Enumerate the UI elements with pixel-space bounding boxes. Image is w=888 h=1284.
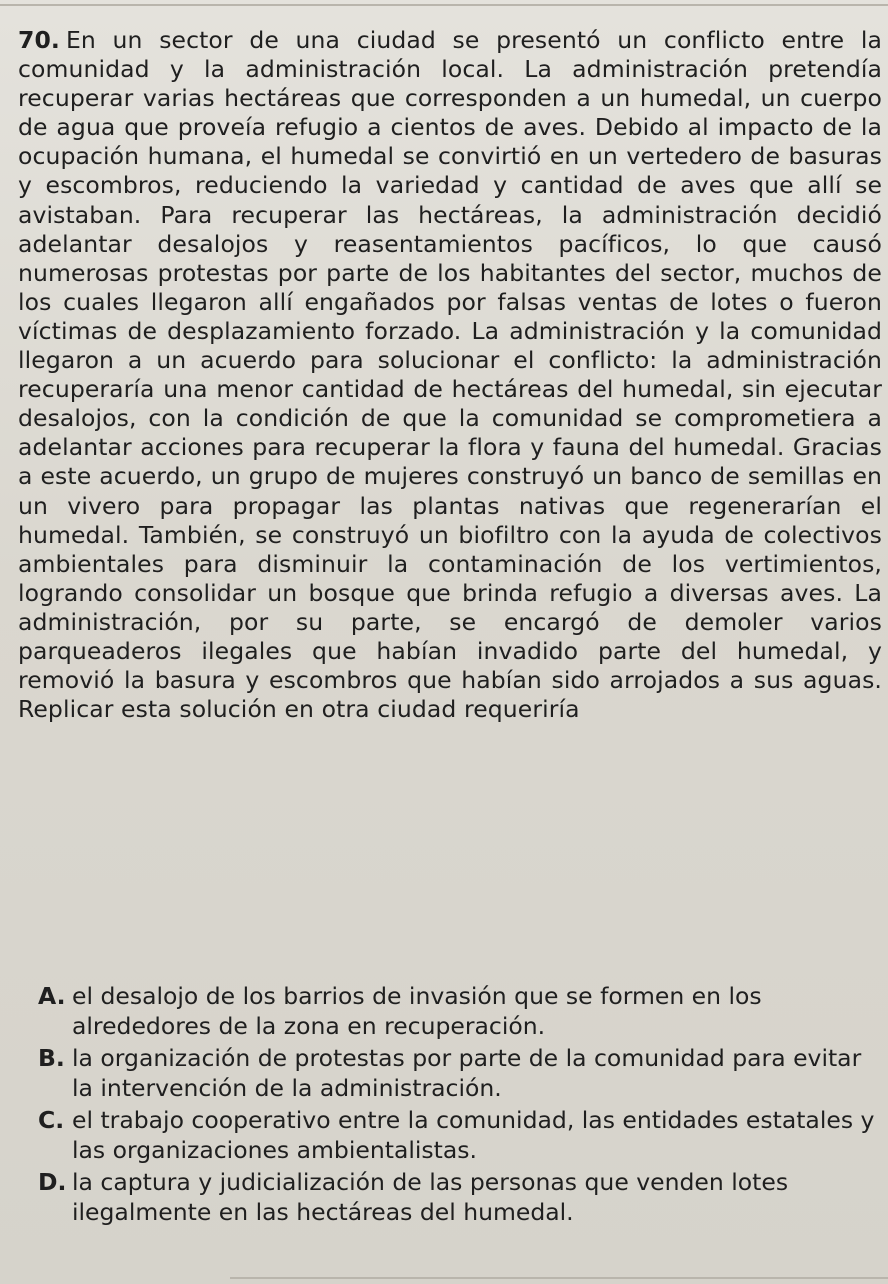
option-d[interactable] bbox=[38, 1168, 880, 1227]
option-a[interactable] bbox=[38, 982, 880, 1041]
option-a-text: el desalojo de los barrios de invasión que se formen en los alrededores de la zona en recuperación. bbox=[72, 982, 762, 1040]
option-d-text: la captura y judicialización de las personas que venden lotes ilegalmente en las hectáreas del humedal. bbox=[72, 1168, 789, 1226]
option-a-letter: A. bbox=[38, 982, 66, 1010]
option-d-letter: D. bbox=[38, 1168, 67, 1196]
option-c[interactable] bbox=[38, 1106, 880, 1165]
question-text: En un sector de una ciudad se presentó un conflicto entre la comunidad y la administración local. La administración pretendía recuperar varias hectáreas que corresponden a un humedal, un cuerpo de agua que proveía refugio a cientos de aves. Debido al impacto de la ocupación humana, el humedal se convirtió en un vertedero de basuras y escombros, reduciendo la variedad y cantidad de aves que allí se avistaban. Para recuperar las hectáreas, la administración decidió adelantar desalojos y reasentamientos pacíficos, lo que causó numerosas protestas por parte de los habitantes del sector, muchos de los cuales llegaron allí engañados por falsas ventas de lotes o fueron víctimas de desplazamiento forzado. La administración y la comunidad llegaron a un acuerdo para solucionar el conflicto: la administración recuperaría una menor cantidad de hectáreas del humedal, sin ejecutar desalojos, con la condición de que la comunidad se comprometiera a adelantar acciones para recuperar la flora y fauna del humedal. Gracias a este acuerdo, un grupo de mujeres construyó un banco de semillas en un vivero para propagar las plantas nativas que regenerarían el humedal. También, se construyó un biofiltro con la ayuda de colectivos ambientales para disminuir la contaminación de los vertimientos, logrando consolidar un bosque que brinda refugio a diversas aves. La administración, por su parte, se encargó de demoler varios parqueaderos ilegales que habían invadido parte del humedal, y removió la basura y escombros que habían sido arrojados a sus aguas. Replicar esta solución en otra ciudad requeriría bbox=[18, 26, 882, 724]
option-c-letter: C. bbox=[38, 1106, 65, 1134]
option-c-text: el trabajo cooperativo entre la comunidad, las entidades estatales y las organizaciones ambientalistas. bbox=[72, 1106, 875, 1164]
bottom-divider bbox=[230, 1277, 888, 1279]
top-divider bbox=[0, 4, 888, 6]
answer-options bbox=[38, 982, 880, 1230]
option-b-text: la organización de protestas por parte de la comunidad para evitar la intervención de la administración. bbox=[72, 1044, 862, 1102]
question-number: 70. bbox=[18, 26, 60, 54]
question-70 bbox=[18, 26, 882, 724]
option-b-letter: B. bbox=[38, 1044, 65, 1072]
option-b[interactable] bbox=[38, 1044, 880, 1103]
